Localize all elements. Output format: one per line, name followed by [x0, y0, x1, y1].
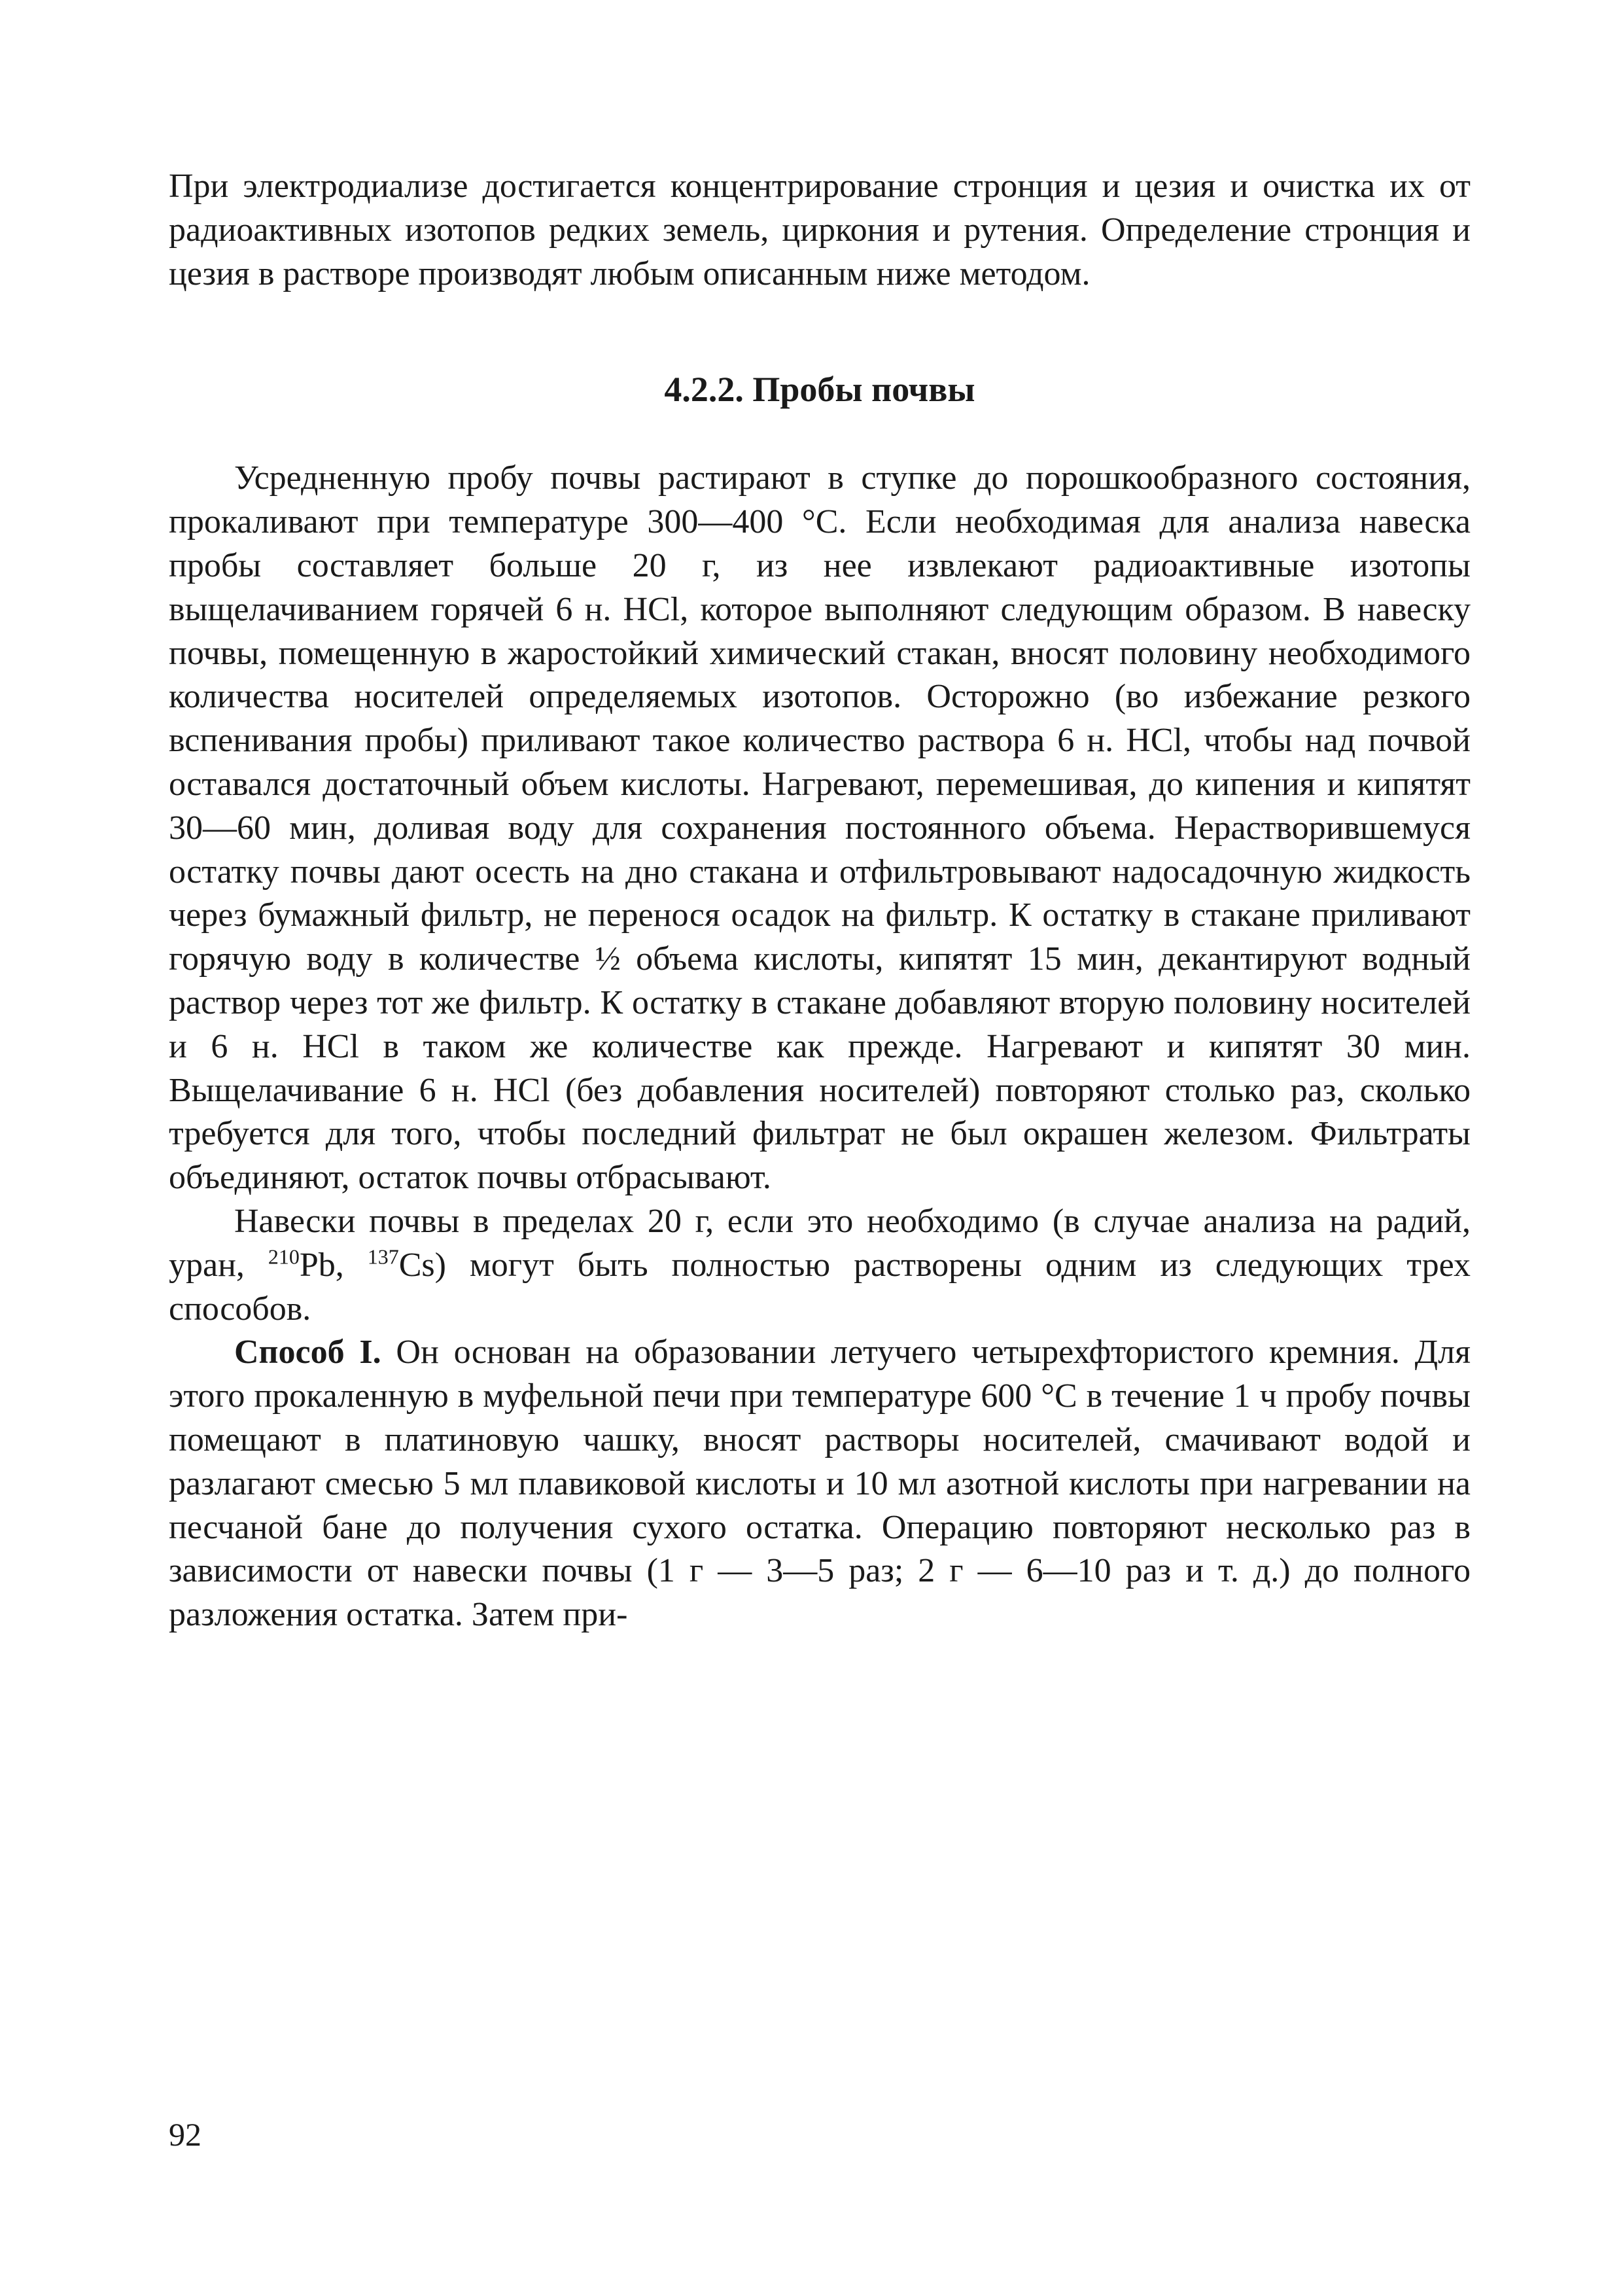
page-number: 92	[169, 2116, 201, 2153]
pb-mass-number: 210	[268, 1245, 300, 1269]
cs-mass-number: 137	[367, 1245, 399, 1269]
intro-paragraph: При электродиализе достигается концентрирование стронция и цезия и очистка их от радиоактивных изотопов редких земель, циркония и рутения. Определение стронция и цезия в растворе производят любым описанным ниже методом.	[169, 168, 1471, 292]
soil-prep-paragraph: Усредненную пробу почвы растирают в ступке до порошкообразного состояния, прокаливают при температуре 300—400 °С. Если необходимая для анализа навеска пробы составляет больше 20 г, из нее извлекают радиоактивные изотопы выщелачиванием горячей 6 н. HCl, которое выполняют следующим образом. В навеску почвы, помещенную в жаростойкий химический стакан, вносят половину необходимого количества носителей определяемых изотопов. Осторожно (во избежание резкого вспенивания пробы) приливают такое количество раствора 6 н. HCl, чтобы над почвой оставался достаточный объем кислоты. Нагревают, перемешивая, до кипения и кипятят 30—60 мин, доливая воду для сохранения постоянного объема. Нерастворившемуся остатку почвы дают осесть на дно стакана и отфильтровывают надосадочную жидкость через бумажный фильтр, не перенося осадок на фильтр. К остатку в стакане приливают горячую воду в количестве ½ объема кислоты, кипятят 15 мин, декантируют водный раствор через тот же фильтр. К остатку в стакане добавляют вторую половину носителей и 6 н. HCl в таком же количестве как прежде. Нагревают и кипятят 30 мин. Выщелачивание 6 н. HCl (без добавления носителей) повторяют столько раз, сколько требуется для того, чтобы последний фильтрат не был окрашен железом. Фильтраты объединяют, остаток почвы отбрасывают.	[169, 459, 1471, 1197]
pb-symbol: Pb,	[299, 1246, 368, 1284]
samples-text-part2: ) могут быть полностью растворены одним из следующих трех способов.	[169, 1246, 1471, 1328]
section-heading: 4.2.2. Пробы почвы	[664, 370, 975, 410]
page-body	[169, 165, 1471, 1637]
samples-text-part1: Навески почвы в пределах 20 г, если это необходимо (в случае анализа на радий, уран,	[169, 1202, 1471, 1284]
method1-paragraph	[169, 1331, 1471, 1637]
method1-text: Он основан на образовании летучего четырехфтористого кремния. Для этого прокаленную в муфельной печи при температуре 600 °С в течение 1 ч пробу почвы помещают в платиновую чашку, вносят растворы носителей, смачивают водой и разлагают смесью 5 мл плавиковой кислоты и 10 мл азотной кислоты при нагревании на песчаной бане до получения сухого остатка. Операцию повторяют несколько раз в зависимости от навески почвы (1 г — 3—5 раз; 2 г — 6—10 раз и т. д.) до полного разложения остатка. Затем при-	[169, 1333, 1471, 1634]
method1-label: Способ I.	[234, 1333, 381, 1371]
samples-paragraph	[169, 1200, 1471, 1331]
cs-symbol: Cs	[398, 1246, 435, 1284]
